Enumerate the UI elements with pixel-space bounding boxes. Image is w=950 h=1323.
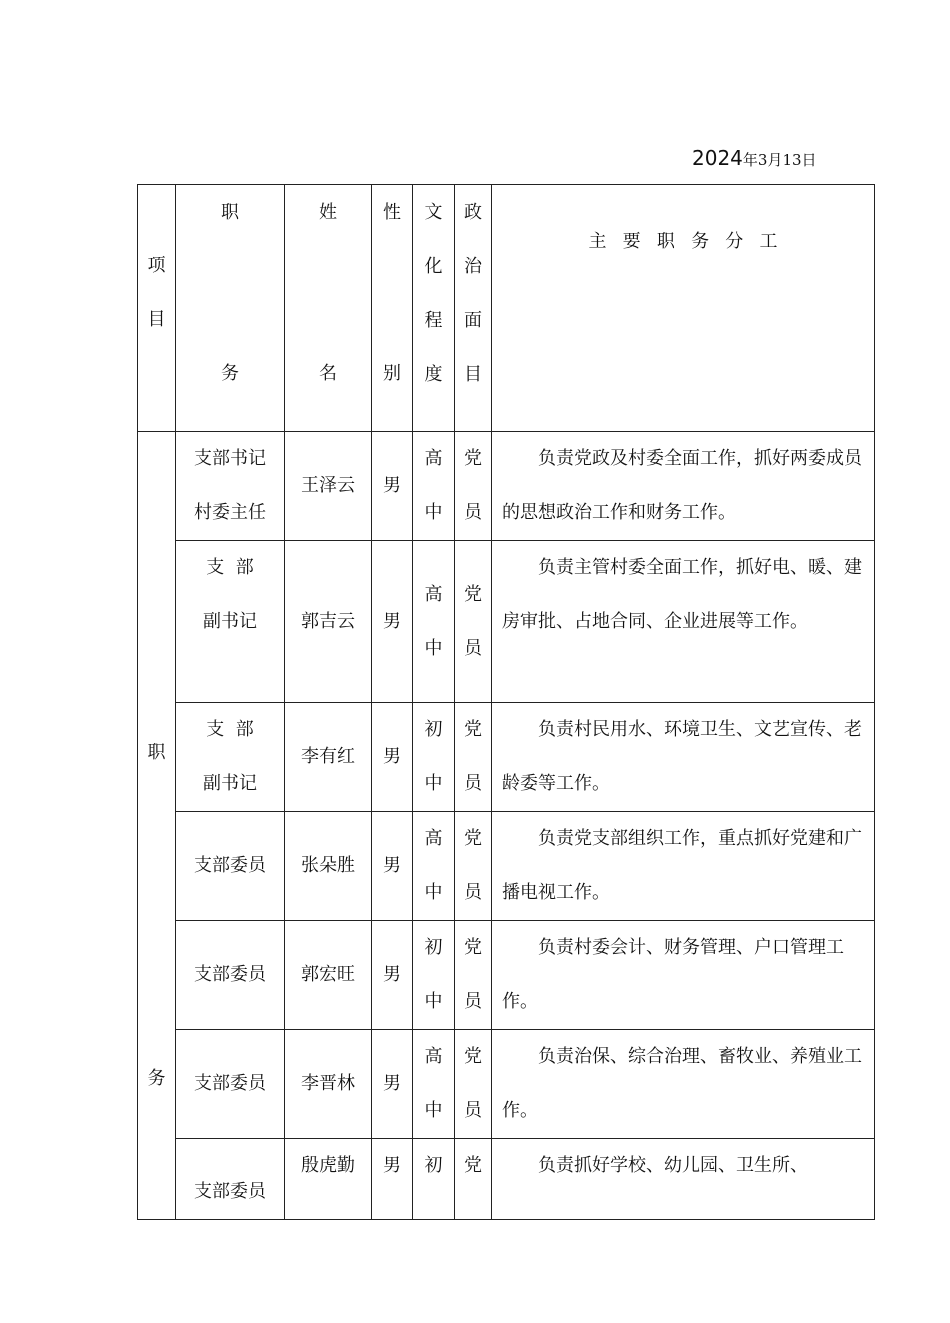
header-education: 文 化 程 度	[413, 185, 455, 432]
gender-cell: 男	[372, 921, 413, 1030]
education-cell: 高 中	[413, 432, 455, 541]
position-cell: 支部委员	[176, 1139, 285, 1220]
education-cell: 初 中	[413, 703, 455, 812]
header-name: 姓 名	[285, 185, 372, 432]
table-row	[138, 703, 875, 812]
table-row	[138, 432, 875, 541]
header-political-status: 政 治 面 目	[455, 185, 492, 432]
education-cell: 高 中	[413, 541, 455, 703]
name-cell: 李晋林	[285, 1030, 372, 1139]
name-cell: 郭宏旺	[285, 921, 372, 1030]
header-duties: 主要职务分工	[492, 185, 875, 432]
duties-cell: 负责主管村委全面工作，抓好电、暖、建房审批、占地合同、企业进展等工作。	[492, 541, 875, 703]
political-cell: 党	[455, 1139, 492, 1220]
duties-cell: 负责村民用水、环境卫生、文艺宣传、老龄委等工作。	[492, 703, 875, 812]
duties-cell: 负责村委会计、财务管理、户口管理工作。	[492, 921, 875, 1030]
side-label-char: 务	[147, 1068, 166, 1089]
position-cell: 支部书记 村委主任	[176, 432, 285, 541]
date-year: 2024	[692, 146, 743, 170]
gender-cell: 男	[372, 703, 413, 812]
header-project: 项 目	[138, 185, 176, 432]
political-cell: 党 员	[455, 432, 492, 541]
gender-cell: 男	[372, 1139, 413, 1220]
education-cell: 高 中	[413, 812, 455, 921]
duty-assignment-table	[137, 184, 875, 1220]
gender-cell: 男	[372, 432, 413, 541]
gender-cell: 男	[372, 812, 413, 921]
header-position: 职 务	[176, 185, 285, 432]
education-cell: 初	[413, 1139, 455, 1220]
table-row	[138, 1139, 875, 1220]
name-cell: 张朵胜	[285, 812, 372, 921]
table-row	[138, 921, 875, 1030]
gender-cell: 男	[372, 1030, 413, 1139]
document-date	[692, 146, 817, 170]
table-row	[138, 541, 875, 703]
position-cell: 支部委员	[176, 921, 285, 1030]
gender-cell: 男	[372, 541, 413, 703]
position-cell: 支部委员	[176, 812, 285, 921]
duties-cell: 负责党支部组织工作，重点抓好党建和广播电视工作。	[492, 812, 875, 921]
position-cell: 支 部 副书记	[176, 703, 285, 812]
political-cell: 党 员	[455, 703, 492, 812]
side-label-cell	[138, 432, 176, 1220]
header-gender: 性 别	[372, 185, 413, 432]
side-label-char: 职	[147, 742, 166, 763]
name-cell: 李有红	[285, 703, 372, 812]
political-cell: 党 员	[455, 541, 492, 703]
position-cell: 支部委员	[176, 1030, 285, 1139]
table-row	[138, 812, 875, 921]
duties-cell: 负责治保、综合治理、畜牧业、养殖业工作。	[492, 1030, 875, 1139]
political-cell: 党 员	[455, 1030, 492, 1139]
education-cell: 高 中	[413, 1030, 455, 1139]
duties-cell: 负责抓好学校、幼儿园、卫生所、	[492, 1139, 875, 1220]
name-cell: 王泽云	[285, 432, 372, 541]
political-cell: 党 员	[455, 812, 492, 921]
duties-cell: 负责党政及村委全面工作，抓好两委成员的思想政治工作和财务工作。	[492, 432, 875, 541]
date-month-day: 年3月13日	[742, 151, 817, 169]
political-cell: 党 员	[455, 921, 492, 1030]
name-cell: 郭吉云	[285, 541, 372, 703]
education-cell: 初 中	[413, 921, 455, 1030]
position-cell: 支 部 副书记	[176, 541, 285, 703]
table-row	[138, 1030, 875, 1139]
name-cell: 殷虎勤	[285, 1139, 372, 1220]
table-header-row	[138, 185, 875, 432]
